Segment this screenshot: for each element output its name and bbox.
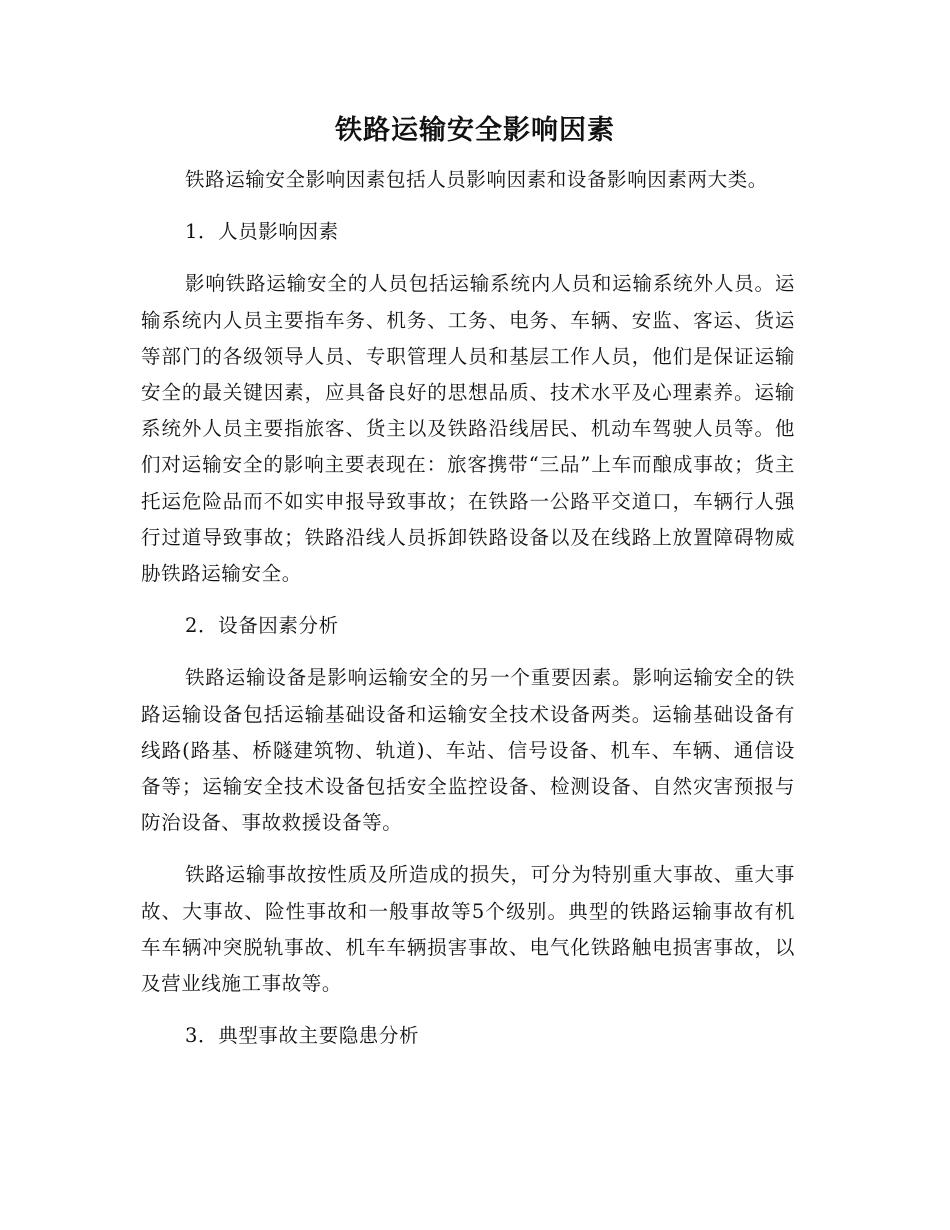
accident-levels-paragraph: 铁路运输事故按性质及所造成的损失，可分为特别重大事故、重大事故、大事故、险性事故和一般事故等5个级别。典型的铁路运输事故有机车车辆冲突脱轨事故、机车车辆损害事故、电气化铁路触电损害事故，以及营业线施工事故等。 (141, 863, 795, 996)
section-heading-hazards: 3．典型事故主要隐患分析 (185, 1024, 420, 1048)
document-body (141, 162, 795, 1054)
equipment-paragraph: 铁路运输设备是影响运输安全的另一个重要因素。影响运输安全的铁路运输设备包括运输基础设备和运输安全技术设备两类。运输基础设备有线路(路基、桥隧建筑物、轨道)、车站、信号设备、机车、车辆、通信设备等；运输安全技术设备包括安全监控设备、检测设备、自然灾害预报与防治设备、事故救援设备等。 (141, 666, 795, 835)
section-heading-personnel: 1．人员影响因素 (185, 220, 339, 244)
section-heading-equipment: 2．设备因素分析 (185, 614, 339, 638)
intro-paragraph: 铁路运输安全影响因素包括人员影响因素和设备影响因素两大类。 (185, 168, 768, 191)
document-title: 铁路运输安全影响因素 (335, 115, 615, 146)
personnel-paragraph: 影响铁路运输安全的人员包括运输系统内人员和运输系统外人员。运输系统内人员主要指车务、机务、工务、电务、车辆、安监、客运、货运等部门的各级领导人员、专职管理人员和基层工作人员，他们是保证运输安全的最关键因素，应具备良好的思想品质、技术水平及心理素养。运输系统外人员主要指旅客、货主以及铁路沿线居民、机动车驾驶人员等。他们对运输安全的影响主要表现在：旅客携带“三品”上车而酿成事故；货主托运危险品而不如实申报导致事故；在铁路一公路平交道口，车辆行人强行过道导致事故；铁路沿线人员拆卸铁路设备以及在线路上放置障碍物威胁铁路运输安全。 (141, 272, 795, 586)
